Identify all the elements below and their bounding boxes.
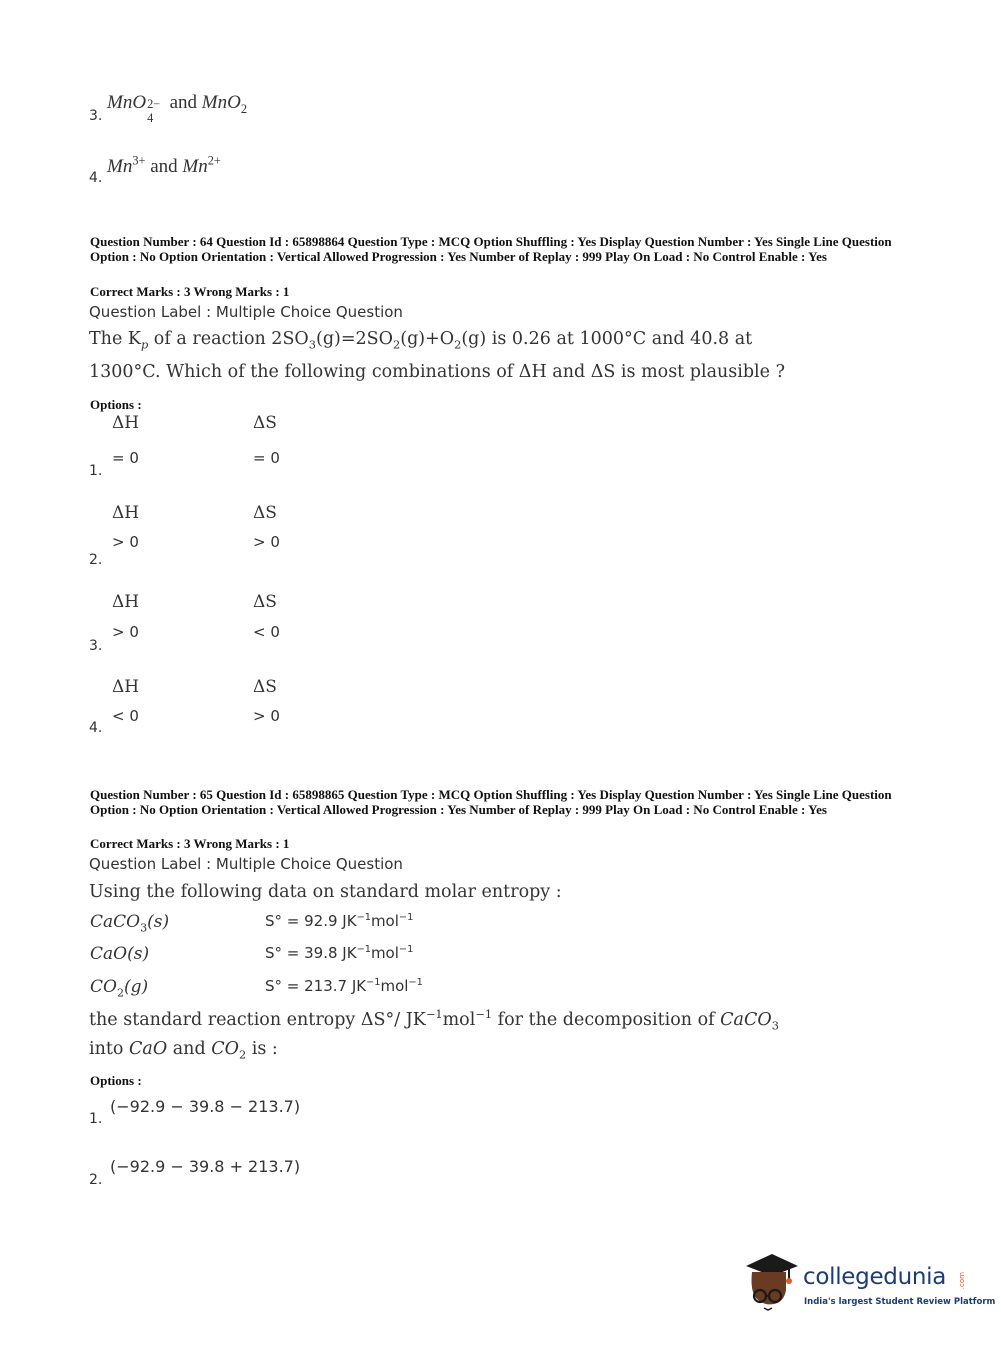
column-header-delta-h: ΔH <box>112 413 140 433</box>
species-entropy: S° = 213.7 $JK^{-1}mol^{-1}$ <box>265 977 423 995</box>
species-name: CaCO$_3$(s) <box>90 912 170 935</box>
option-number: 2. <box>89 1172 103 1188</box>
option-number: 3. <box>89 638 103 654</box>
species-entropy: S° = 92.9 $JK^{-1}mol^{-1}$ <box>265 912 414 930</box>
question-text-line1: the standard reaction entropy ΔS°/ $JK^{-1}mol^{-1}$ for the decomposition of CaCO$_3$ <box>89 1007 779 1033</box>
option-number: 4. <box>89 170 103 186</box>
collegedunia-mascot-icon <box>742 1250 802 1310</box>
column-header-delta-h: ΔH <box>112 592 140 612</box>
column-header-delta-s: ΔS <box>253 677 277 697</box>
option-number: 2. <box>89 552 103 568</box>
option-delta-h-value: = 0 <box>112 449 139 467</box>
question-meta: Question Number : 65 Question Id : 65898865 Question Type : MCQ Option Shuffling : Yes Display Question Number : Yes Single Line Question Option : No Option Orientation : Vertical Allowed Progression : Yes Number of Replay : 999 Play On Load : No Control Enable : Yes <box>90 787 892 817</box>
option-number: 1. <box>89 1111 103 1127</box>
column-header-delta-s: ΔS <box>253 592 277 612</box>
option-formula: MnO 2− 4 and MnO$_2$ <box>107 92 247 125</box>
species-name: $CO_2(g)$ <box>90 977 149 1000</box>
species-name: CaO(s) <box>90 944 150 964</box>
question-marks: Correct Marks : 3 Wrong Marks : 1 <box>90 284 290 299</box>
question-text-line2: into CaO and $CO_2$ is : <box>89 1039 278 1062</box>
column-header-delta-h: ΔH <box>112 677 140 697</box>
option-expression: (−92.9 − 39.8 + 213.7) <box>110 1157 301 1176</box>
logo-wordmark: collegedunia <box>803 1264 947 1290</box>
option-delta-h-value: < 0 <box>112 707 139 725</box>
question-intro: Using the following data on standard molar entropy : <box>89 882 562 902</box>
option-delta-h-value: > 0 <box>112 533 139 551</box>
option-delta-s-value: > 0 <box>253 533 280 551</box>
option-delta-s-value: > 0 <box>253 707 280 725</box>
options-heading: Options : <box>90 1073 142 1088</box>
column-header-delta-s: ΔS <box>253 503 277 523</box>
question-label: Question Label : Multiple Choice Question <box>89 303 403 321</box>
logo-com: .com <box>958 1272 966 1290</box>
column-header-delta-h: ΔH <box>112 503 140 523</box>
species-entropy: S° = 39.8 $JK^{-1}mol^{-1}$ <box>265 944 414 962</box>
question-marks: Correct Marks : 3 Wrong Marks : 1 <box>90 836 290 851</box>
option-formula: $Mn^{3+}$ and $Mn^{2+}$ <box>107 153 221 177</box>
option-delta-h-value: > 0 <box>112 623 139 641</box>
question-label: Question Label : Multiple Choice Question <box>89 855 403 873</box>
option-delta-s-value: < 0 <box>253 623 280 641</box>
option-delta-s-value: = 0 <box>253 449 280 467</box>
option-number: 3. <box>89 108 103 124</box>
options-heading: Options : <box>90 397 142 412</box>
option-number: 1. <box>89 463 103 479</box>
option-number: 4. <box>89 720 103 736</box>
option-expression: (−92.9 − 39.8 − 213.7) <box>110 1097 301 1116</box>
logo-tagline: India's largest Student Review Platform <box>804 1297 996 1307</box>
column-header-delta-s: ΔS <box>253 413 277 433</box>
question-meta: Question Number : 64 Question Id : 65898864 Question Type : MCQ Option Shuffling : Yes Display Question Number : Yes Single Line Question Option : No Option Orientation : Vertical Allowed Progression : Yes Number of Replay : 999 Play On Load : No Control Enable : Yes <box>90 234 892 264</box>
question-text-line2: 1300°C. Which of the following combinations of ΔH and ΔS is most plausible ? <box>89 362 785 382</box>
question-text-line1: The $K_p$ of a reaction $2SO_3(g)=2SO_2(g)+O_2(g)$ is 0.26 at 1000°C and 40.8 at <box>89 329 753 352</box>
